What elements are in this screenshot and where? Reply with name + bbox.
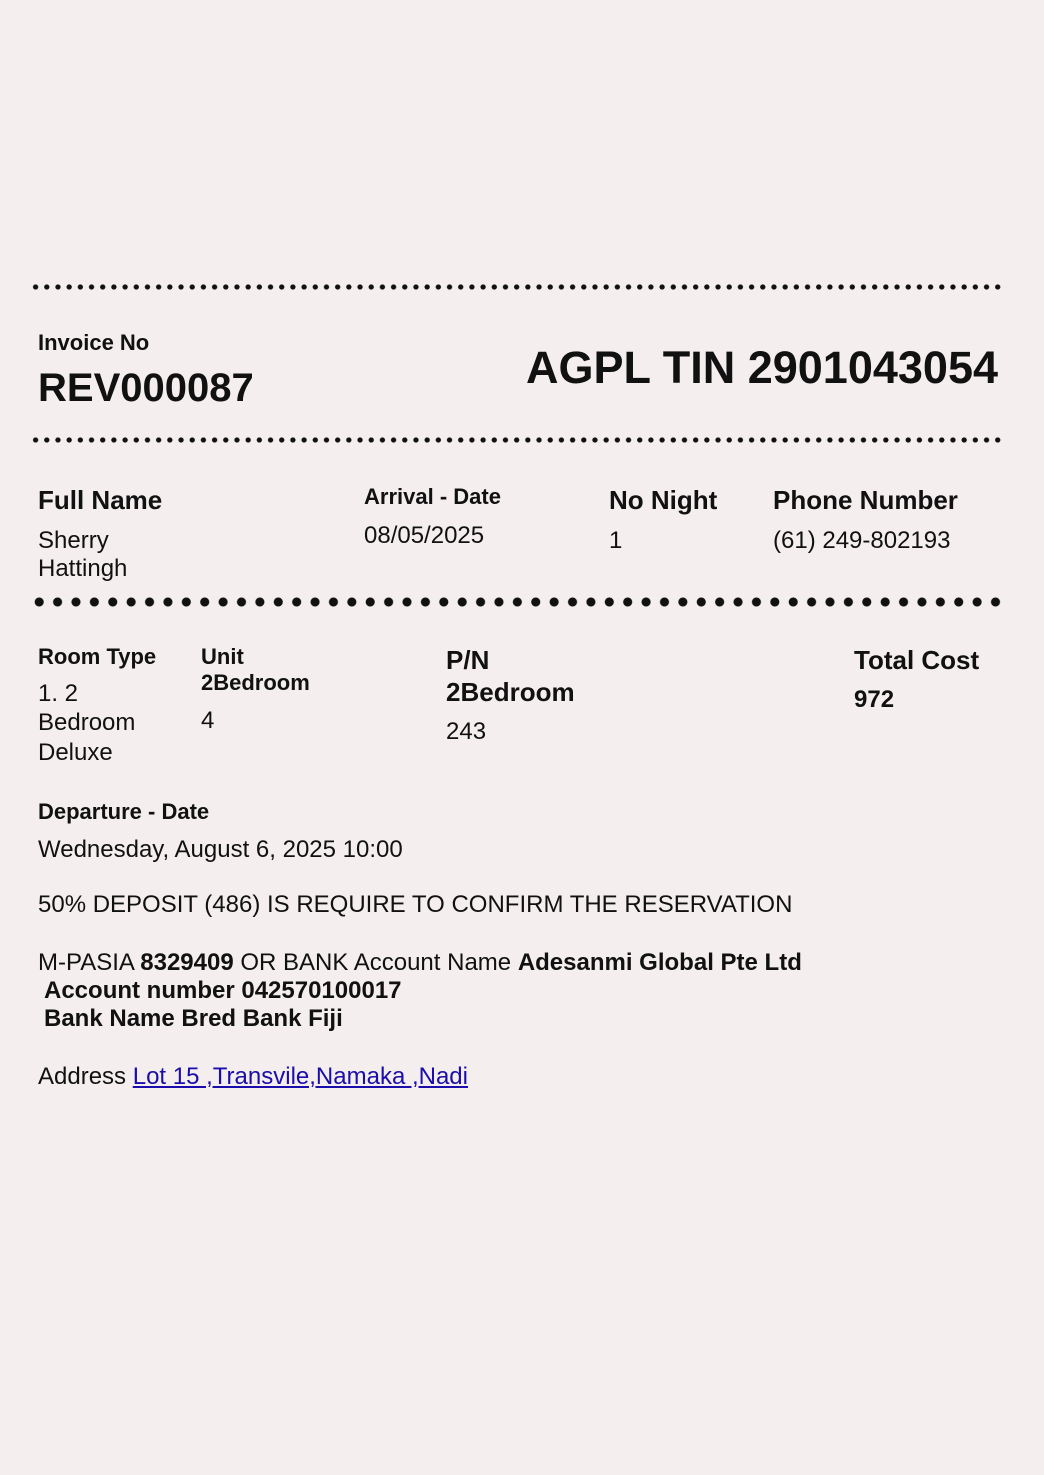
- unit-label: Unit: [201, 644, 244, 669]
- bank-account-name: Adesanmi Global Pte Ltd: [517, 949, 802, 976]
- bank-account-name-label: OR BANK Account Name: [240, 949, 512, 976]
- room-type-line2: Bedroom: [38, 709, 136, 736]
- full-name-label: Full Name: [38, 485, 163, 515]
- nights-value: 1: [609, 527, 623, 554]
- room-type-line3: Deluxe: [38, 739, 113, 766]
- nights-label: No Night: [609, 485, 718, 515]
- arrival-date-value: 08/05/2025: [364, 522, 485, 549]
- unit-label-bedroom: 2Bedroom: [201, 670, 310, 695]
- payment-line1: [38, 948, 802, 977]
- tin-number: AGPL TIN 2901043054: [526, 342, 998, 393]
- room-type-line1: 1. 2: [38, 680, 79, 707]
- pn-label: P/N: [446, 645, 490, 675]
- header-divider: [30, 437, 1006, 443]
- address-link[interactable]: Lot 15 ,Transvile,Namaka ,Nadi: [132, 1063, 468, 1090]
- departure-value: Wednesday, August 6, 2025 10:00: [38, 836, 403, 863]
- unit-value: 4: [201, 707, 215, 734]
- deposit-note: 50% DEPOSIT (486) IS REQUIRE TO CONFIRM THE RESERVATION: [38, 891, 793, 918]
- bank-name: Bank Name Bred Bank Fiji: [44, 1005, 343, 1032]
- invoice-label: Invoice No: [38, 330, 150, 355]
- guest-divider: [30, 597, 1006, 607]
- full-name-value-line1: Sherry: [38, 527, 109, 554]
- address-label: Address: [38, 1063, 127, 1090]
- arrival-date-label: Arrival - Date: [364, 484, 501, 509]
- invoice-number: REV000087: [38, 366, 254, 410]
- pn-label-bedroom: 2Bedroom: [446, 677, 575, 707]
- full-name-value-line2: Hattingh: [38, 555, 128, 582]
- pn-value: 243: [446, 718, 487, 745]
- departure-label: Departure - Date: [38, 799, 210, 824]
- phone-value: (61) 249-802193: [773, 527, 951, 554]
- room-type-label: Room Type: [38, 644, 157, 669]
- top-divider: [30, 284, 1006, 290]
- mpasia-number: 8329409: [140, 949, 234, 976]
- phone-label: Phone Number: [773, 485, 958, 515]
- total-cost-label: Total Cost: [854, 645, 980, 675]
- account-number: Account number 042570100017: [44, 977, 402, 1004]
- total-cost-value: 972: [854, 686, 895, 713]
- mpasia-label: M-PASIA: [38, 949, 134, 976]
- address-line: [38, 1062, 468, 1091]
